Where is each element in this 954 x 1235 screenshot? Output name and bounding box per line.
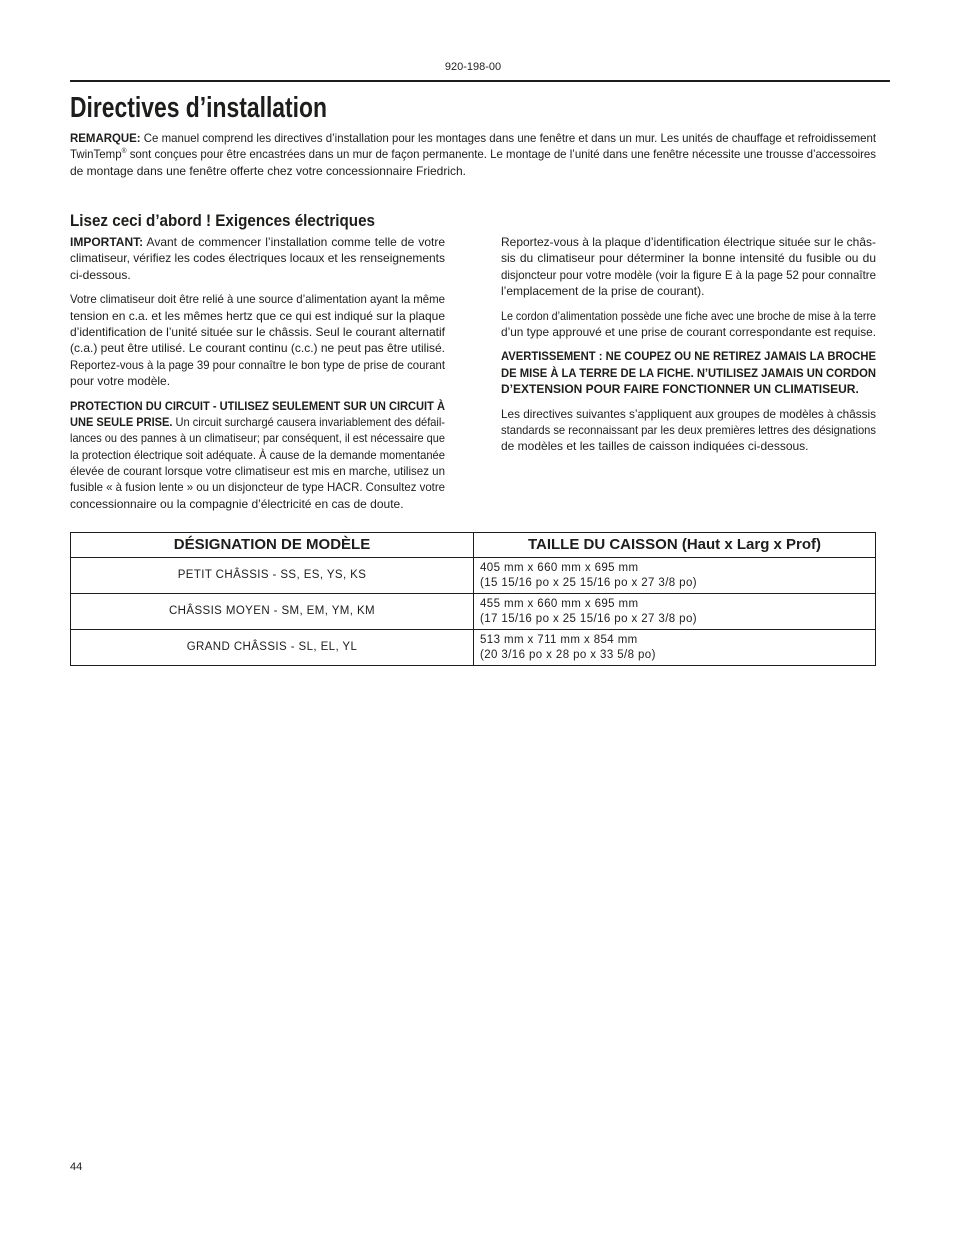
paragraph-line: lances ou des pannes à un climatiseur; par conséquent, il est nécessaire que <box>70 431 445 446</box>
paragraph-line: (c.a.) peut être utilisé. Le courant continu (c.c.) ne peut pas être utilisé. <box>70 341 446 356</box>
size-imperial: (15 15/16 po x 25 15/16 po x 27 3/8 po) <box>480 576 698 589</box>
column-header-size: TAILLE DU CAISSON (Haut x Larg x Prof) <box>474 533 876 558</box>
paragraph-warning <box>501 348 876 397</box>
paragraph-line: DE MISE À LA TERRE DE LA FICHE. N’UTILISEZ JAMAIS UN CORDON <box>501 365 876 380</box>
note-text: Ce manuel comprend les directives d’installation pour les montages dans une fenêtre et dans un mur. Les unités de chauffage et refroidissement <box>143 131 877 145</box>
note-line <box>70 146 877 162</box>
size-imperial: (20 3/16 po x 28 po x 33 5/8 po) <box>480 648 656 661</box>
paragraph-line <box>70 234 445 250</box>
paragraph-line: sis du climatiseur pour déterminer la bonne intensité du fusible ou du <box>501 251 876 266</box>
bold-lead: UNE SEULE PRISE. <box>70 414 173 429</box>
note-text: sont conçues pour être encastrées dans un mur de façon permanente. Le montage de l’unité dans une fenêtre nécessite une trousse d’accessoires <box>129 147 877 162</box>
paragraph-important <box>70 234 445 283</box>
brand-name: TwinTemp <box>70 147 122 162</box>
paragraph-line: PROTECTION DU CIRCUIT - UTILISEZ SEULEMENT SUR UN CIRCUIT À <box>70 398 445 413</box>
paragraph-line: concessionnaire ou la compagnie d’électricité en cas de doute. <box>70 496 404 511</box>
note-line: de montage dans une fenêtre offerte chez votre concessionnaire Friedrich. <box>70 163 467 178</box>
registered-mark: ® <box>121 148 127 156</box>
size-metric: 405 mm x 660 mm x 695 mm <box>480 561 639 574</box>
right-column <box>501 234 876 463</box>
paragraph-line: la protection électrique soit adéquate. À cause de la demande momentanée <box>70 447 445 462</box>
paragraph-line: standards se reconnaissant par les deux premières lettres des désignations <box>501 422 877 437</box>
line-text: Un circuit surchargé causera invariablement des défail- <box>175 414 445 429</box>
paragraph-line: d’un type approuvé et une prise de courant correspondante est requise. <box>501 324 877 339</box>
model-cell: PETIT CHÂSSIS - SS, ES, YS, KS <box>71 558 474 594</box>
paragraph-line: d’identification de l’unité située sur le châssis. Seul le courant alternatif <box>70 324 445 339</box>
table-row <box>71 558 876 594</box>
paragraph-line: élevée de courant lorsque votre climatiseur est mis en marche, utilisez un <box>70 464 446 479</box>
paragraph-line <box>70 414 445 430</box>
paragraph-line: de modèles et les tailles de caisson indiquées ci-dessous. <box>501 439 809 454</box>
size-imperial: (17 15/16 po x 25 15/16 po x 27 3/8 po) <box>480 612 698 625</box>
paragraph-line: tension en c.a. et les mêmes hertz que ce qui est indiqué sur la plaque <box>70 308 446 323</box>
document-number: 920-198-00 <box>444 61 502 73</box>
size-metric: 455 mm x 660 mm x 695 mm <box>480 597 639 610</box>
paragraph-rating-plate <box>501 234 876 300</box>
paragraph-line: pour votre modèle. <box>70 374 171 389</box>
header-rule <box>70 80 890 82</box>
note-line <box>70 130 877 146</box>
paragraph-line: Votre climatiseur doit être relié à une source d’alimentation ayant la même <box>70 292 446 307</box>
model-cell: CHÂSSIS MOYEN - SM, EM, YM, KM <box>71 594 474 630</box>
paragraph-line: AVERTISSEMENT : NE COUPEZ OU NE RETIREZ JAMAIS LA BROCHE <box>501 349 877 364</box>
model-size-table <box>70 532 876 666</box>
paragraph-line: Le cordon d’alimentation possède une fiche avec une broche de mise à la terre <box>501 308 877 323</box>
paragraph-power-source <box>70 291 445 389</box>
paragraph-line: ci-dessous. <box>70 267 131 282</box>
paragraph-line: D’EXTENSION POUR FAIRE FONCTIONNER UN CLIMATISEUR. <box>501 382 859 397</box>
table-header-row <box>71 533 876 558</box>
size-cell <box>474 594 876 630</box>
paragraph-power-cord <box>501 308 876 341</box>
size-cell <box>474 630 876 666</box>
size-metric: 513 mm x 711 mm x 854 mm <box>480 633 638 646</box>
model-cell: GRAND CHÂSSIS - SL, EL, YL <box>71 630 474 666</box>
column-header-model: DÉSIGNATION DE MODÈLE <box>71 533 474 558</box>
paragraph-line: climatiseur, vérifiez les codes électriques locaux et les renseignements <box>70 251 445 266</box>
important-label: IMPORTANT: <box>70 235 144 249</box>
paragraph-line: Reportez-vous à la page 39 pour connaître le bon type de prise de courant <box>70 357 445 372</box>
size-cell <box>474 558 876 594</box>
page-number: 44 <box>70 1161 83 1173</box>
table-row <box>71 594 876 630</box>
paragraph-line: Reportez-vous à la plaque d’identification électrique située sur le châs- <box>501 235 876 249</box>
paragraph-line: Les directives suivantes s’appliquent aux groupes de modèles à châssis <box>501 406 877 421</box>
remarque-note <box>70 130 876 179</box>
section-heading: Lisez ceci d’abord ! Exigences électriques <box>70 211 376 230</box>
paragraph-circuit-protection <box>70 398 445 513</box>
paragraph-line: l’emplacement de la prise de courant). <box>501 284 705 299</box>
left-column <box>70 234 445 520</box>
paragraph-line: disjoncteur pour votre modèle (voir la figure E à la page 52 pour connaître <box>501 267 877 282</box>
paragraph-model-groups <box>501 406 876 455</box>
note-label: REMARQUE: <box>70 131 141 145</box>
page-title: Directives d’installation <box>70 92 327 124</box>
table-row <box>71 630 876 666</box>
line-text: Avant de commencer l’installation comme telle de votre <box>146 235 446 249</box>
paragraph-line: fusible « à fusion lente » ou un disjoncteur de type HACR. Consultez votre <box>70 480 445 495</box>
